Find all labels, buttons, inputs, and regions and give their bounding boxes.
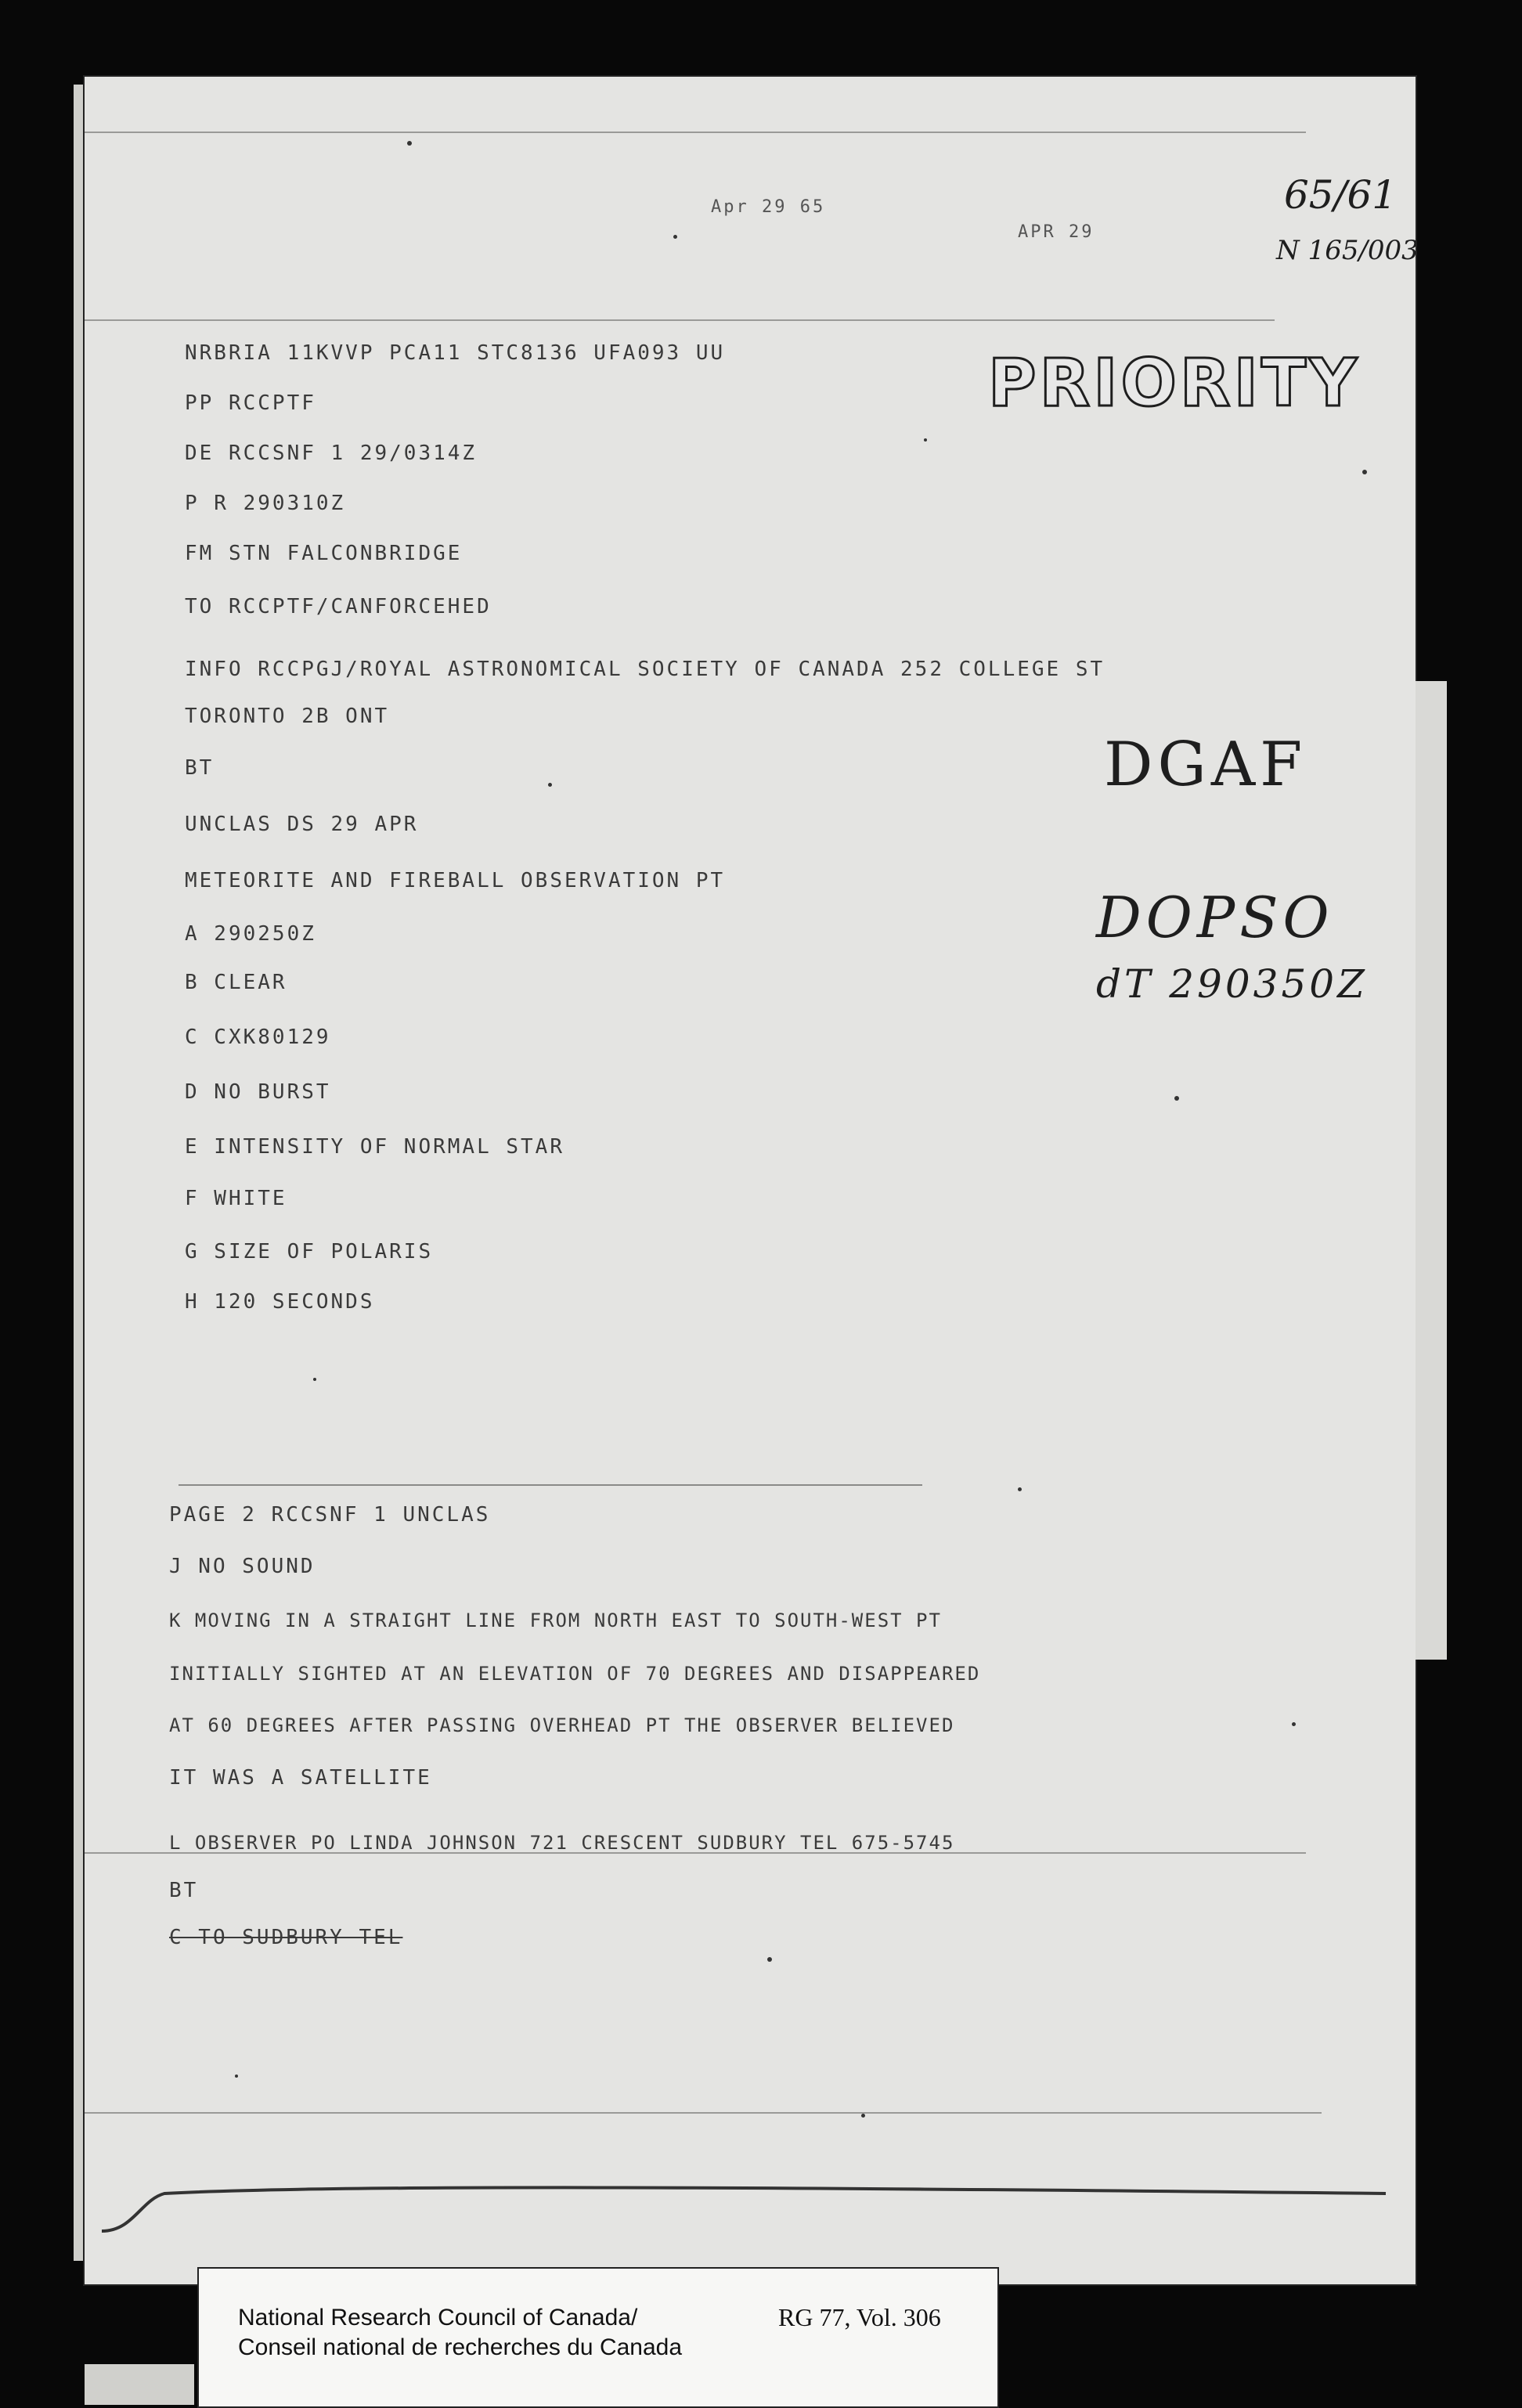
message-line: DE RCCSNF 1 29/0314Z xyxy=(185,442,478,465)
message-line: L OBSERVER PO LINDA JOHNSON 721 CRESCENT SUDBURY TEL 675-5745 xyxy=(169,1832,955,1854)
message-line: INITIALLY SIGHTED AT AN ELEVATION OF 70 DEGREES AND DISAPPEARED xyxy=(169,1663,981,1685)
top-rule xyxy=(85,132,1306,133)
received-stamp: APR 29 xyxy=(1018,222,1095,242)
message-line: FM STN FALCONBRIDGE xyxy=(185,542,463,565)
message-line: TORONTO 2B ONT xyxy=(185,705,390,728)
message-line: INFO RCCPGJ/ROYAL ASTRONOMICAL SOCIETY OF CANADA 252 COLLEGE ST xyxy=(185,658,1105,681)
message-line: UNCLAS DS 29 APR xyxy=(185,813,419,836)
message-line: F WHITE xyxy=(185,1187,287,1210)
message-line: D NO BURST xyxy=(185,1080,331,1104)
message-line: G SIZE OF POLARIS xyxy=(185,1240,434,1263)
message-line: C CXK80129 xyxy=(185,1026,331,1049)
paper-fold-line xyxy=(102,2176,1401,2239)
archive-caption xyxy=(197,2267,999,2408)
handwritten-file-number: N 165/003 xyxy=(1276,235,1419,266)
footer-rule xyxy=(85,2112,1322,2114)
date-stamp: Apr 29 65 xyxy=(711,197,826,217)
message-line: C TO SUDBURY TEL xyxy=(169,1926,403,1949)
message-line: BT xyxy=(169,1879,199,1902)
message-line: P R 290310Z xyxy=(185,492,346,515)
message-line: TO RCCPTF/CANFORCEHED xyxy=(185,595,492,618)
message-line: B CLEAR xyxy=(185,971,287,994)
message-line: J NO SOUND xyxy=(169,1555,316,1578)
priority-stamp: PRIORITY xyxy=(988,344,1360,421)
handwritten-dops: DOPSO xyxy=(1096,885,1334,950)
message-line: K MOVING IN A STRAIGHT LINE FROM NORTH EAST TO SOUTH-WEST PT xyxy=(169,1610,942,1631)
message-line: E INTENSITY OF NORMAL STAR xyxy=(185,1135,564,1159)
page-break-rule xyxy=(179,1484,922,1486)
bottom-strip xyxy=(85,2364,194,2405)
message-line: PAGE 2 RCCSNF 1 UNCLAS xyxy=(169,1503,491,1527)
message-line: BT xyxy=(185,756,215,780)
handwritten-dgaf: DGAF xyxy=(1104,730,1307,800)
handwritten-dtg: dT 290350Z xyxy=(1096,961,1368,1007)
header-rule xyxy=(85,319,1275,321)
handwritten-number: 65/61 xyxy=(1284,172,1398,218)
message-line: AT 60 DEGREES AFTER PASSING OVERHEAD PT THE OBSERVER BELIEVED xyxy=(169,1714,955,1736)
message-line: A 290250Z xyxy=(185,922,316,946)
message-line: H 120 SECONDS xyxy=(185,1290,375,1314)
message-line: PP RCCPTF xyxy=(185,391,316,415)
sheet-edge xyxy=(1416,681,1447,1660)
message-line: IT WAS A SATELLITE xyxy=(169,1766,432,1790)
caption-reference: RG 77, Vol. 306 xyxy=(778,2303,941,2331)
message-line: METEORITE AND FIREBALL OBSERVATION PT xyxy=(185,869,726,892)
caption-line-french: Conseil national de recherches du Canada xyxy=(238,2334,683,2360)
caption-line-english: National Research Council of Canada/ xyxy=(238,2305,638,2330)
message-line: NRBRIA 11KVVP PCA11 STC8136 UFA093 UU xyxy=(185,341,726,365)
